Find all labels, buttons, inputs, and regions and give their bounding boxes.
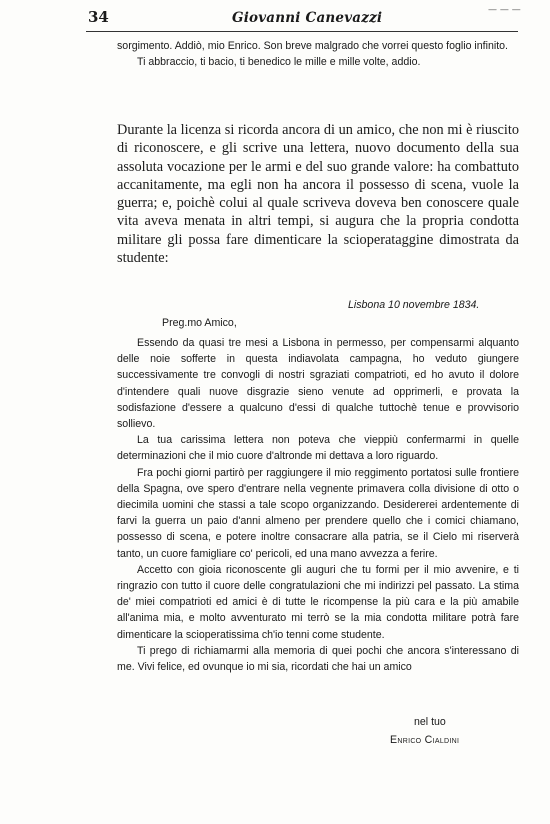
paragraph: sorgimento. Addiò, mio Enrico. Son breve malgrado che vorrei questo foglio infinito. [117,40,509,52]
paragraph: Durante la licenza si ricorda ancora di un amico, che non mi è riuscito di riconoscere, e gli scrive una lettera, nuovo documento della sua assoluta vocazione per le armi e del suo grande valore: ha combattuto accanitamente, ma egli non ha ancora il possesso di scena, vuole la guerra; e, poichè colui al quale scriveva doveva ben conoscere quale vita aveva menata in altri tempi, si augura che la propria condotta militare gli possa fare dimenticare la scioperataggine dimostrata da studente: [117,122,519,267]
letter-body [117,335,519,675]
paragraph: Essendo da quasi tre mesi a Lisbona in permesso, per compensarmi alquanto delle noie sofferte in questa indiavolata campagna, ho veduto giungere successivamente tre convogli di nostri sgraziati compatrioti, ed ho avuto il dolore d'intendere quali nuove disgrazie sieno venute ad opprimerli, e provata la sodisfazione d'essere a qualcuno d'essi di qualche tuttochè tenue e provvisorio sollievo. [117,337,519,431]
page-header [0,0,550,34]
letter-closing: nel tuo [414,716,446,728]
paragraph: Ti prego di richiamarmi alla memoria di quei pochi che ancora s'interessano di me. Vivi felice, ed ovunque io mi sia, ricordati che hai un amico [117,644,519,674]
letter-signature: Enrico Cialdini [390,734,460,746]
paragraph: Ti abbraccio, ti bacio, ti benedico le mille e mille volte, addio. [137,56,421,69]
paragraph: La tua carissima lettera non poteva che vieppiù confermarmi in quelle determinazioni che il mio cuore d'altronde mi dettava a loro riguardo. [117,434,519,463]
letter-salutation: Preg.mo Amico, [162,317,237,329]
narrative-paragraph [117,121,519,267]
letter-dateline: Lisbona 10 novembre 1834. [348,299,480,311]
header-mark: — — — [488,5,521,15]
page-number: 34 [88,8,109,26]
paragraph: Fra pochi giorni partirò per raggiungere il mio reggimento portatosi sulle frontiere della Spagna, ove spero d'entrare nella vegnente primavera colla divisione di otto o diecimila uomini che stassi a tale scopo organizzando. Desidererei ardentemente di farvi la guerra un paio d'anni almeno per prendere quello che i comici chiamano, possesso di scena, e potere inoltre consacrare alla patria, se il Cielo mi riserverà tanto, un cuore famigliare co' pericoli, ed una mano avvezza a ferire. [117,466,519,560]
header-rule [86,31,518,32]
previous-letter-ending [117,38,519,70]
paragraph: Accetto con gioia riconoscente gli auguri che tu formi per il mio avvenire, e ti ringrazio con tutto il cuore delle congratulazioni che mi indirizzi pel passato. La stima de' miei compatrioti ed amici è di tutte le ricompense la più cara e la più amabile all'anima mia, e molto avventurato mi terrò se la mia condotta militare potrà fare dimenticare la scioperatissima ch'io tenni come studente. [117,563,519,641]
running-head: Giovanni Canevazzi [232,10,383,26]
